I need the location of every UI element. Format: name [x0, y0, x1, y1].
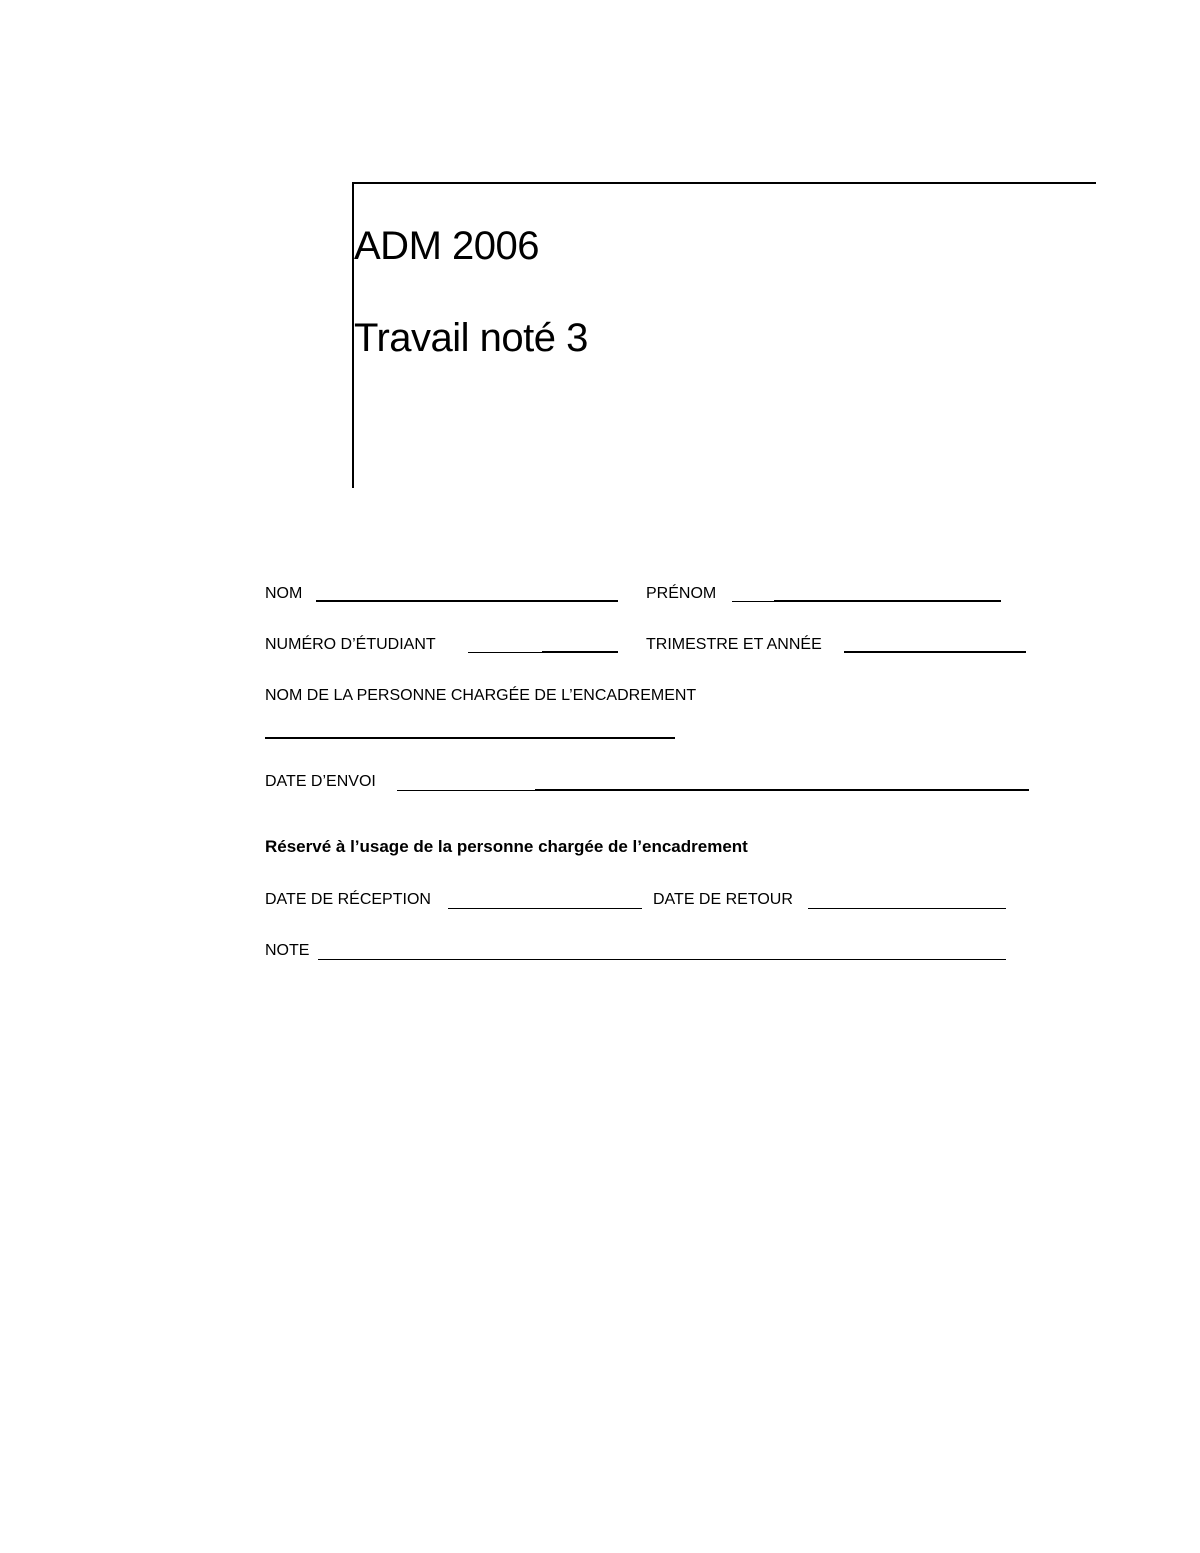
date-envoi-field[interactable]: [535, 789, 1029, 791]
reserved-heading: Réservé à l’usage de la personne chargée de l’encadrement: [265, 837, 748, 856]
numero-field-lead: [468, 652, 542, 653]
course-code: ADM 2006: [354, 224, 539, 268]
note-field[interactable]: [318, 959, 1006, 960]
prenom-label: PRÉNOM: [646, 585, 717, 602]
date-retour-label: DATE DE RETOUR: [653, 891, 793, 908]
nom-field[interactable]: [316, 600, 618, 602]
frame-top-rule: [352, 182, 1096, 184]
note-label: NOTE: [265, 942, 310, 959]
encadrement-label: NOM DE LA PERSONNE CHARGÉE DE L’ENCADREMENT: [265, 687, 697, 704]
date-envoi-field-lead: [397, 790, 535, 791]
numero-field[interactable]: [542, 651, 618, 653]
prenom-field[interactable]: [774, 600, 1001, 602]
nom-label: NOM: [265, 585, 303, 602]
encadrement-field[interactable]: [265, 737, 675, 739]
trimestre-field[interactable]: [844, 651, 1026, 653]
date-reception-label: DATE DE RÉCEPTION: [265, 891, 431, 908]
prenom-field-lead: [732, 601, 774, 602]
numero-label: NUMÉRO D’ÉTUDIANT: [265, 636, 436, 653]
date-envoi-label: DATE D’ENVOI: [265, 773, 376, 790]
assignment-title: Travail noté 3: [354, 316, 588, 360]
date-retour-field[interactable]: [808, 908, 1006, 909]
trimestre-label: TRIMESTRE ET ANNÉE: [646, 636, 822, 653]
date-reception-field[interactable]: [448, 908, 642, 909]
